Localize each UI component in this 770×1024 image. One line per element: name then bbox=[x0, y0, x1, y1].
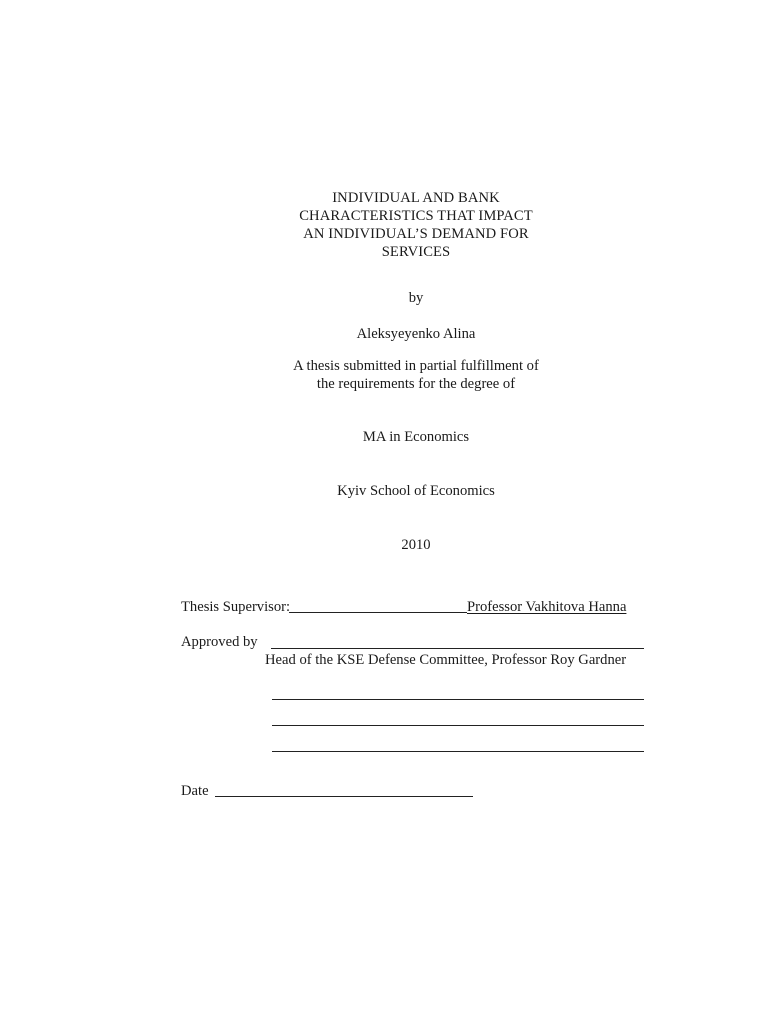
supervisor-name: Professor Vakhitova Hanna bbox=[467, 599, 627, 615]
approval-signature-line bbox=[271, 648, 644, 649]
thesis-year: 2010 bbox=[401, 537, 431, 553]
submission-statement bbox=[216, 357, 616, 393]
title-line: AN INDIVIDUAL’S DEMAND FOR bbox=[303, 226, 529, 242]
title-line: CHARACTERISTICS THAT IMPACT bbox=[299, 208, 533, 224]
degree-name: MA in Economics bbox=[362, 429, 470, 445]
submission-line: the requirements for the degree of bbox=[316, 376, 516, 392]
date-label: Date bbox=[181, 783, 209, 799]
approved-by-label: Approved by bbox=[181, 634, 258, 650]
school-name: Kyiv School of Economics bbox=[337, 483, 495, 499]
author-name: Aleksyeyenko Alina bbox=[356, 326, 476, 342]
committee-signature-line bbox=[272, 751, 644, 752]
committee-signature-line bbox=[272, 725, 644, 726]
date-line bbox=[215, 796, 473, 797]
committee-signature-line bbox=[272, 699, 644, 700]
title-line: SERVICES bbox=[381, 244, 451, 260]
title-line: INDIVIDUAL AND BANK bbox=[332, 190, 500, 206]
by-text: by bbox=[408, 290, 424, 306]
committee-head: Head of the KSE Defense Committee, Professor Roy Gardner bbox=[265, 652, 627, 668]
submission-line: A thesis submitted in partial fulfillment of bbox=[293, 358, 539, 374]
thesis-title bbox=[216, 189, 616, 261]
supervisor-label: Thesis Supervisor: bbox=[181, 599, 291, 615]
supervisor-signature-line bbox=[289, 612, 467, 613]
